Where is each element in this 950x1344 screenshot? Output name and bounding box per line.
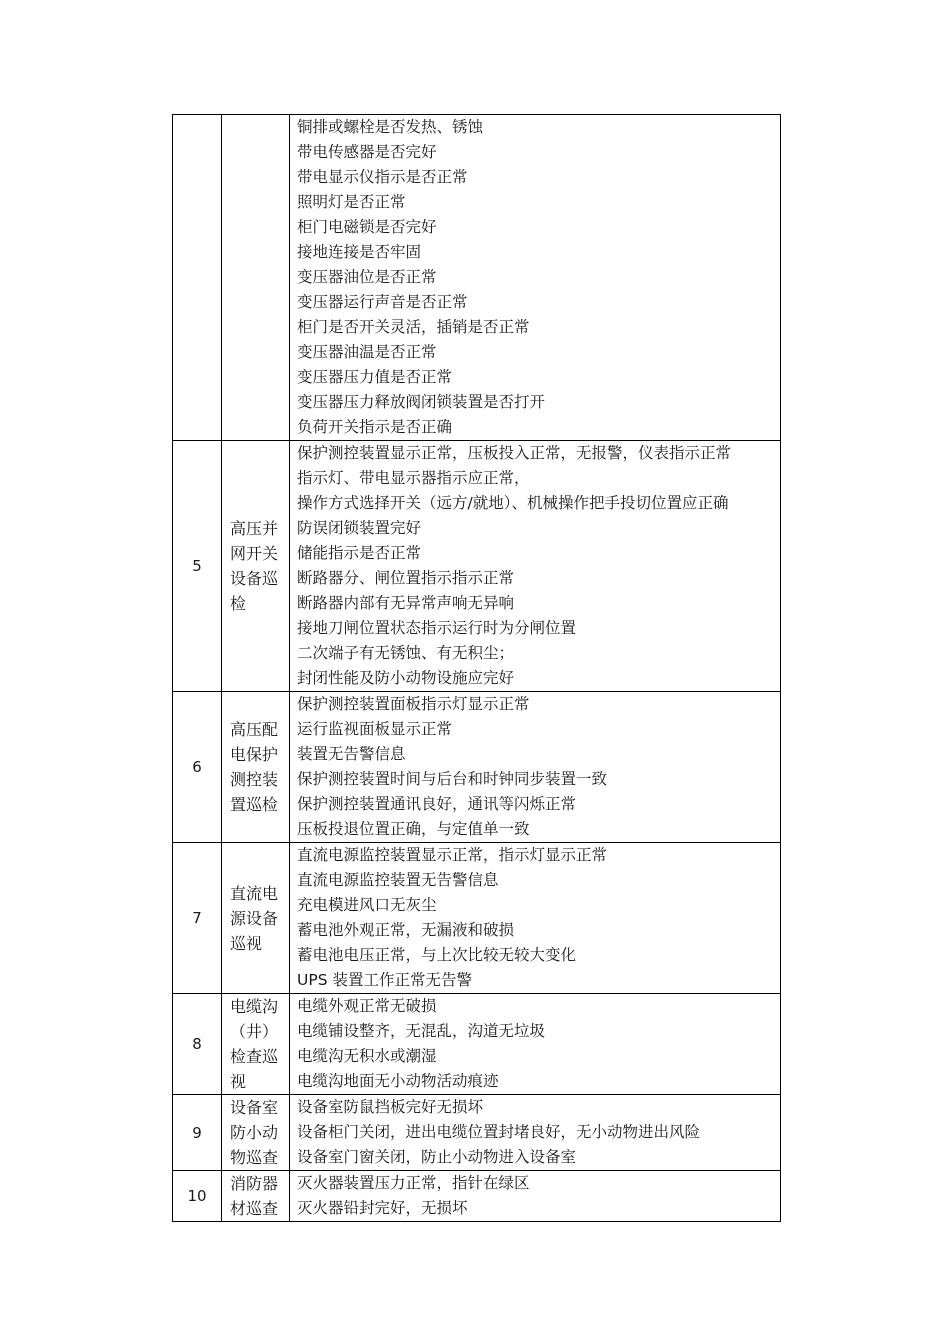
check-item: 装置无告警信息 bbox=[297, 745, 406, 763]
check-item: 直流电源监控装置显示正常，指示灯显示正常 bbox=[297, 846, 608, 864]
row-number: 9 bbox=[173, 1095, 222, 1171]
check-item: 电缆沟地面无小动物活动痕迹 bbox=[297, 1072, 499, 1090]
check-item: 封闭性能及防小动物设施应完好 bbox=[297, 669, 515, 687]
row-check-items bbox=[290, 115, 781, 441]
table-row bbox=[173, 1095, 781, 1171]
check-item: 变压器油位是否正常 bbox=[297, 268, 437, 286]
table-row bbox=[173, 843, 781, 994]
row-number: 7 bbox=[173, 843, 222, 994]
inspection-table-body bbox=[173, 115, 781, 1222]
check-item: 储能指示是否正常 bbox=[297, 544, 422, 562]
check-item: 指示灯、带电显示器指示应正常， bbox=[297, 469, 530, 487]
check-item: 保护测控装置通讯良好，通讯等闪烁正常 bbox=[297, 795, 577, 813]
row-category: 电缆沟（井）检查巡视 bbox=[222, 994, 290, 1095]
check-item: 设备室防鼠挡板完好无损坏 bbox=[297, 1098, 484, 1116]
row-category bbox=[222, 115, 290, 441]
inspection-table bbox=[172, 114, 781, 1222]
check-item: 蓄电池外观正常，无漏液和破损 bbox=[297, 921, 515, 939]
check-item: 二次端子有无锈蚀、有无积尘； bbox=[297, 644, 515, 662]
check-item: UPS 装置工作正常无告警 bbox=[297, 971, 472, 989]
table-row bbox=[173, 1171, 781, 1222]
row-check-items bbox=[290, 1095, 781, 1171]
check-item: 保护测控装置时间与后台和时钟同步装置一致 bbox=[297, 770, 608, 788]
row-check-items bbox=[290, 843, 781, 994]
check-item: 设备柜门关闭，进出电缆位置封堵良好，无小动物进出风险 bbox=[297, 1123, 701, 1141]
check-item: 保护测控装置显示正常，压板投入正常，无报警，仪表指示正常 bbox=[297, 444, 732, 462]
row-category: 高压并网开关设备巡检 bbox=[222, 441, 290, 692]
check-item: 带电显示仪指示是否正常 bbox=[297, 168, 468, 186]
table-row bbox=[173, 441, 781, 692]
check-item: 保护测控装置面板指示灯显示正常 bbox=[297, 695, 530, 713]
check-item: 灭火器装置压力正常，指针在绿区 bbox=[297, 1174, 530, 1192]
check-item: 电缆铺设整齐，无混乱，沟道无垃圾 bbox=[297, 1022, 546, 1040]
row-number: 6 bbox=[173, 692, 222, 843]
check-item: 蓄电池电压正常，与上次比较无较大变化 bbox=[297, 946, 577, 964]
check-item: 柜门是否开关灵活，插销是否正常 bbox=[297, 318, 530, 336]
check-item: 防误闭锁装置完好 bbox=[297, 519, 422, 537]
row-check-items bbox=[290, 692, 781, 843]
row-category: 高压配电保护测控装置巡检 bbox=[222, 692, 290, 843]
check-item: 直流电源监控装置无告警信息 bbox=[297, 871, 499, 889]
check-item: 电缆沟无积水或潮湿 bbox=[297, 1047, 437, 1065]
row-check-items bbox=[290, 441, 781, 692]
check-item: 接地刀闸位置状态指示运行时为分闸位置 bbox=[297, 619, 577, 637]
check-item: 铜排或螺栓是否发热、锈蚀 bbox=[297, 118, 484, 136]
row-check-items bbox=[290, 1171, 781, 1222]
check-item: 灭火器铅封完好，无损坏 bbox=[297, 1199, 468, 1217]
table-row bbox=[173, 692, 781, 843]
check-item: 接地连接是否牢固 bbox=[297, 243, 422, 261]
row-number bbox=[173, 115, 222, 441]
row-category: 直流电源设备巡视 bbox=[222, 843, 290, 994]
check-item: 运行监视面板显示正常 bbox=[297, 720, 453, 738]
check-item: 变压器压力释放阀闭锁装置是否打开 bbox=[297, 393, 546, 411]
check-item: 断路器分、闸位置指示指示正常 bbox=[297, 569, 515, 587]
check-item: 设备室门窗关闭，防止小动物进入设备室 bbox=[297, 1148, 577, 1166]
check-item: 压板投退位置正确，与定值单一致 bbox=[297, 820, 530, 838]
check-item: 照明灯是否正常 bbox=[297, 193, 406, 211]
check-item: 变压器压力值是否正常 bbox=[297, 368, 453, 386]
table-row bbox=[173, 994, 781, 1095]
check-item: 电缆外观正常无破损 bbox=[297, 997, 437, 1015]
row-check-items bbox=[290, 994, 781, 1095]
row-number: 8 bbox=[173, 994, 222, 1095]
row-number: 5 bbox=[173, 441, 222, 692]
row-category: 消防器材巡查 bbox=[222, 1171, 290, 1222]
check-item: 柜门电磁锁是否完好 bbox=[297, 218, 437, 236]
check-item: 充电模进风口无灰尘 bbox=[297, 896, 437, 914]
row-number: 10 bbox=[173, 1171, 222, 1222]
check-item: 变压器油温是否正常 bbox=[297, 343, 437, 361]
row-category: 设备室防小动物巡查 bbox=[222, 1095, 290, 1171]
check-item: 负荷开关指示是否正确 bbox=[297, 418, 453, 436]
check-item: 操作方式选择开关（远方/就地）、机械操作把手投切位置应正确 bbox=[297, 494, 729, 512]
check-item: 断路器内部有无异常声响无异响 bbox=[297, 594, 515, 612]
table-row bbox=[173, 115, 781, 441]
check-item: 变压器运行声音是否正常 bbox=[297, 293, 468, 311]
check-item: 带电传感器是否完好 bbox=[297, 143, 437, 161]
